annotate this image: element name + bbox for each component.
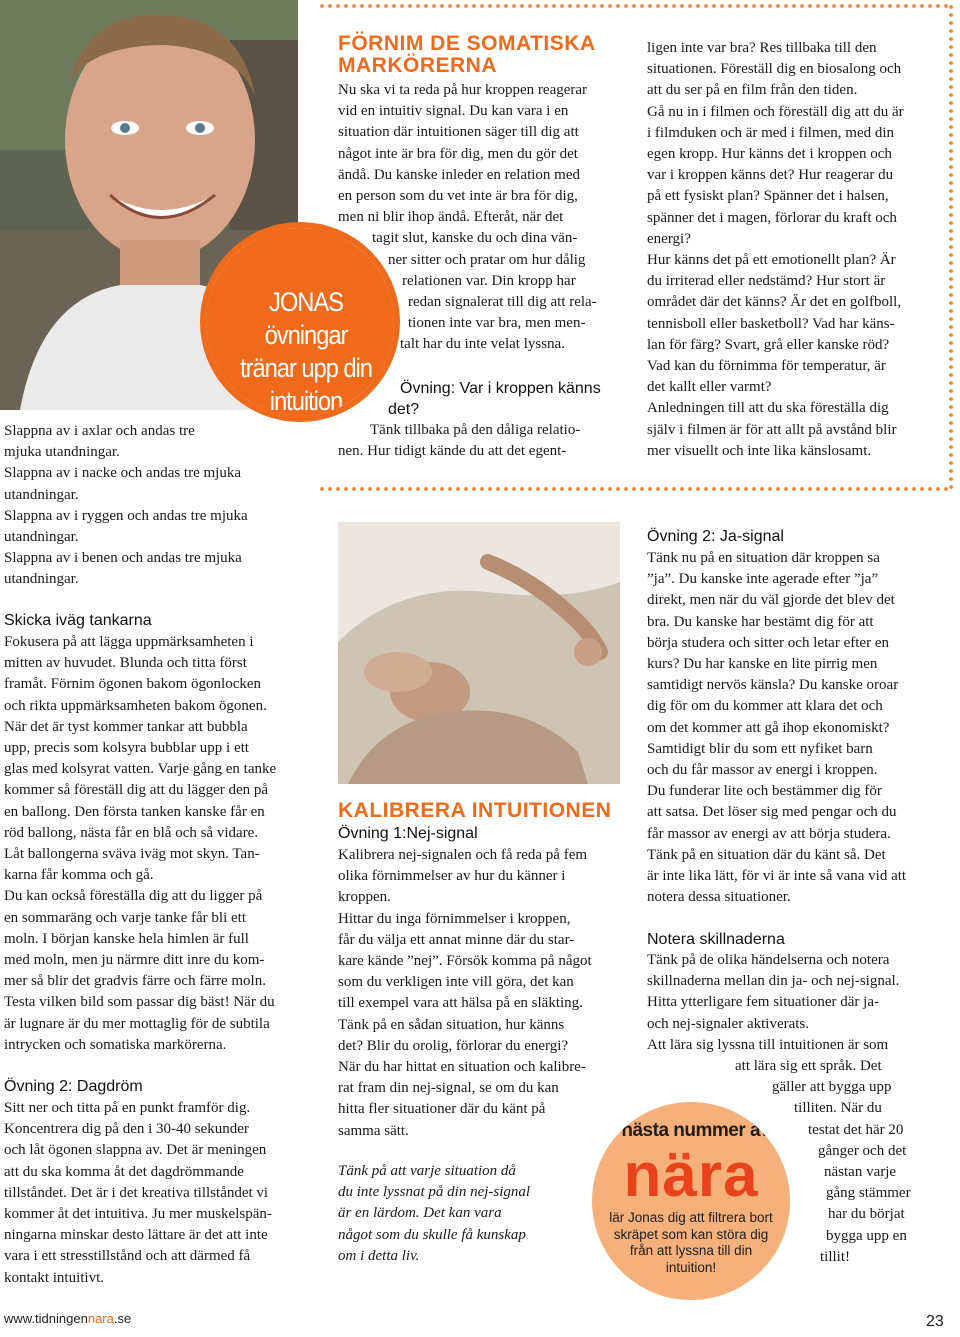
- text-line: Tänk på att varje situation då: [338, 1163, 516, 1179]
- text-line: Tänk på de olika händelserna och notera: [647, 952, 890, 968]
- text-line: Hittar du inga förnimmelser i kroppen,: [338, 910, 571, 927]
- section-heading: Skicka iväg tankarna: [4, 612, 152, 629]
- text-line: samtidigt nervös känsla? Du kanske oroar: [647, 677, 899, 694]
- text-line: är lugnare är du mer mottaglig för de subtila: [4, 1015, 270, 1032]
- text-line: ändå. Du kanske inleder en relation med: [338, 166, 580, 183]
- dotted-rule-right: [948, 3, 954, 489]
- text-line: att satsa. Det löser sig med pengar och du: [647, 804, 897, 821]
- text-line: kroppen.: [338, 889, 391, 906]
- text-line: situationen. Föreställ dig en biosalong och: [647, 61, 902, 78]
- text-line: du irriterad eller nedstämd? Hur stort är: [647, 273, 886, 290]
- text-line: mer så blir det gradvis färre och färre moln.: [4, 973, 266, 990]
- text-line: talt har du inte velat lyssna.: [400, 336, 565, 353]
- exercise-heading: Övning 2: Ja-signal: [647, 528, 784, 545]
- text-line: Nu ska vi ta reda på hur kroppen reagerar: [338, 82, 588, 98]
- text-line: röd ballong, nästa får en blå och så vidare.: [4, 824, 259, 841]
- mid-ovning1-text: [338, 845, 628, 1142]
- text-line: relationen var. Din kropp har: [402, 272, 576, 289]
- text-line: får du välja ett annat minne där du star-: [338, 931, 575, 948]
- text-line: något som du skulle få kunskap: [338, 1226, 526, 1243]
- badge-title: I nästa nummer av: [611, 1120, 771, 1141]
- text-line: Vad kan du förnimma för temperatur, är: [647, 358, 886, 375]
- text-line: själv i filmen är för att allt på avstånd blir: [647, 421, 897, 438]
- text-line: och rikta uppmärksamheten bakom ögonen.: [4, 697, 267, 714]
- pullquote-line: intuition: [269, 386, 343, 416]
- text-line: Fokusera på att lägga uppmärksamheten i: [4, 634, 254, 650]
- text-line: tagit slut, kanske du och dina vän-: [372, 230, 578, 247]
- website-link[interactable]: [4, 1311, 131, 1326]
- text-line: du inte lyssnat på din nej-signal: [338, 1184, 531, 1201]
- heading-line: MARKÖRERNA: [338, 54, 497, 77]
- text-line: gånger och det: [818, 1142, 907, 1159]
- text-line: området där det känns? Är det en golfboll,: [647, 294, 902, 311]
- text-line: Slappna av i benen och andas tre mjuka: [4, 550, 242, 567]
- text-line: dig för om du kommer att klara det och: [647, 698, 883, 715]
- text-line: börja studera och sitter och letar efter en: [647, 634, 889, 651]
- text-line: Testa vilken bild som passar dig bäst! När du: [4, 994, 275, 1011]
- text-line: att du ser på en film från den tiden.: [647, 82, 858, 99]
- text-line: karna får komma och gå.: [4, 867, 154, 884]
- right-notera-text: [647, 950, 947, 1056]
- text-line: på ett fysiskt plan? Spänner det i halsen,: [647, 188, 889, 205]
- text-line: något inte är bra för dig, men du gör det: [338, 145, 578, 162]
- text-line: upp, precis som kolsyra bubblar upp i ett: [4, 740, 249, 757]
- text-line: skillnaderna mellan din ja- och nej-signal.: [647, 973, 900, 990]
- pullquote-line: tränar upp din: [240, 353, 372, 383]
- dotted-rule-top: [318, 3, 952, 9]
- text-line: spänner det i magen, förlorar du kraft och: [647, 209, 897, 226]
- text-line: vid en intuitiv signal. Du kan vara i en: [338, 103, 569, 120]
- url-accent: nara: [87, 1311, 114, 1326]
- text-line: kommer så föreställ dig att du lägger den på: [4, 782, 269, 799]
- section-heading-somatiska: [338, 33, 628, 77]
- text-line: rat fram din nej-signal, se om du kan: [338, 1080, 559, 1097]
- page-number: 23: [926, 1313, 944, 1330]
- text-line: nen. Hur tidigt kände du att det egent-: [338, 443, 567, 460]
- text-line: olika förnimmelser av hur du känner i: [338, 868, 566, 885]
- text-line: Slappna av i ryggen och andas tre mjuka: [4, 507, 248, 524]
- badge-text: lär Jonas dig att filtrera bort skräpet som kan störa dig från att lyssna till din intuition!: [609, 1210, 773, 1275]
- text-line: ningarna minskar desto lättare är det att inte: [4, 1227, 268, 1244]
- text-line: och du får massor av energi i kroppen.: [647, 762, 878, 779]
- magazine-logo: nära: [623, 1141, 759, 1210]
- text-line: med moln, men ju närmre ditt inre du kom-: [4, 952, 265, 969]
- heading-line: Övning: Var i kroppen känns: [400, 380, 601, 397]
- text-line: Tänk på en situation där du känt så. Det: [647, 846, 886, 863]
- text-line: ner sitter och pratar om hur dålig: [388, 251, 586, 268]
- text-line: en person som du vet inte är bra för dig,: [338, 188, 578, 205]
- text-line: utandningar.: [4, 486, 79, 503]
- text-line: gång stämmer: [826, 1185, 911, 1202]
- text-line: utandningar.: [4, 571, 79, 588]
- text-line: Att lära sig lyssna till intuitionen är som: [647, 1036, 889, 1053]
- text-line: var i kroppen känns det? Hur reagerar du: [647, 167, 894, 184]
- text-line: mitten av huvudet. Blunda och titta först: [4, 655, 247, 672]
- text-line: mer visuellt och inte lika känslosamt.: [647, 442, 872, 459]
- text-line: men ni blir ihop ändå. Efteråt, när det: [338, 209, 564, 226]
- text-line: Hur känns det på ett emotionellt plan? Är: [647, 252, 896, 269]
- text-line: tennisboll eller basketboll? Vad har käns-: [647, 315, 895, 332]
- mid-italic-note: [338, 1161, 598, 1267]
- mid-paragraph: [338, 80, 628, 356]
- text-line: Gå nu in i filmen och föreställ dig att du är: [647, 103, 904, 120]
- text-line: När du har hittat en situation och kalibre-: [338, 1059, 586, 1076]
- text-line: Samtidigt blir du som ett nyfiket barn: [647, 740, 873, 757]
- text-line: att lära sig ett språk. Det: [735, 1058, 882, 1074]
- text-line: Du funderar lite och bestämmer dig för: [647, 783, 882, 800]
- text-line: och nej-signaler aktiverats.: [647, 1015, 810, 1032]
- text-line: Tänk tillbaka på den dåliga relatio-: [370, 422, 581, 438]
- text-line: Sitt ner och titta på en punkt framför dig.: [4, 1100, 251, 1116]
- text-line: bra. Du kanske har bestämt dig för att: [647, 613, 874, 630]
- text-line: energi?: [647, 230, 691, 247]
- text-line: mjuka utandningar.: [4, 444, 120, 461]
- heading-line: FÖRNIM DE SOMATISKA: [338, 32, 596, 55]
- text-line: ”ja”. Du kanske inte agerade efter ”ja”: [647, 571, 879, 588]
- exercise-heading: [338, 378, 638, 420]
- text-line: glas med kolsyrat vatten. Varje gång en tanke: [4, 761, 277, 778]
- text-line: samma sätt.: [338, 1122, 409, 1139]
- text-line: Slappna av i nacke och andas tre mjuka: [4, 465, 241, 482]
- text-line: tillståndet. Det är i det kreativa tillståndet vi: [4, 1184, 269, 1201]
- text-line: utandningar.: [4, 529, 79, 546]
- left-section2: [4, 1098, 308, 1289]
- meditation-photo-icon: [338, 522, 620, 784]
- text-line: kurs? Du har kanske en lite pirrig men: [647, 656, 878, 673]
- text-line: om i detta liv.: [338, 1247, 420, 1264]
- pullquote-line: JONAS övningar: [264, 287, 348, 350]
- url-part: www.tidningen: [4, 1311, 88, 1326]
- exercise-heading: Övning 1:Nej-signal: [338, 825, 478, 842]
- text-line: tillit!: [820, 1248, 850, 1265]
- text-line: tilliten. När du: [794, 1100, 882, 1117]
- text-line: Kalibrera nej-signalen och få reda på fem: [338, 847, 588, 863]
- dotted-rule-middle: [318, 486, 952, 492]
- text-line: det? Blir du orolig, förlorar du energi?: [338, 1037, 569, 1054]
- text-line: får massor av energi av att börja studera.: [647, 825, 891, 842]
- text-line: och låt ögonen slappna av. Det är meningen: [4, 1142, 267, 1159]
- right-ovning2-text: [647, 548, 947, 908]
- text-line: Låt ballongerna sväva iväg mot skyn. Tan-: [4, 846, 260, 863]
- text-line: hitta fler situationer där du känt på: [338, 1101, 546, 1118]
- text-line: tionen inte var bra, men men-: [408, 315, 586, 332]
- text-line: nästan varje: [824, 1164, 897, 1181]
- text-line: Slappna av i axlar och andas tre: [4, 423, 195, 439]
- text-line: är inte lika lätt, för vi är inte så vana vid att: [647, 868, 907, 885]
- text-line: om det kommer att gå ihop ekonomiskt?: [647, 719, 890, 736]
- text-line: kare kände ”nej”. Försök komma på något: [338, 953, 592, 970]
- right-top-text: [647, 38, 947, 462]
- text-line: Du kan också föreställa dig att du ligger på: [4, 888, 263, 905]
- text-line: redan signalerat till dig att rela-: [408, 294, 597, 311]
- meditation-photo: [338, 522, 620, 784]
- text-line: När det är tyst kommer tankar att bubbla: [4, 718, 248, 735]
- text-line: vara i ett stresstillstånd och att därmed få: [4, 1248, 251, 1265]
- text-line: i filmduken och är med i filmen, med din: [647, 124, 895, 141]
- text-line: en ballong. Den första tanken kanske får en: [4, 803, 265, 820]
- section-heading: Övning 2: Dagdröm: [4, 1078, 143, 1095]
- text-line: notera dessa situationer.: [647, 889, 791, 906]
- text-line: ligen inte var bra? Res tillbaka till den: [647, 40, 877, 56]
- url-part: .se: [113, 1311, 132, 1326]
- section-heading: Notera skillnaderna: [647, 931, 785, 948]
- left-section1: [4, 632, 308, 1056]
- text-line: bygga upp en: [826, 1227, 907, 1244]
- text-line: har du börjat: [828, 1206, 905, 1223]
- text-line: intrycken och somatiska markörerna.: [4, 1036, 227, 1053]
- text-line: att du ska komma åt det dagdrömmande: [4, 1163, 244, 1180]
- text-line: moln. I början kanske hela himlen är full: [4, 930, 249, 947]
- text-line: Anledningen till att du ska föreställa dig: [647, 400, 889, 417]
- text-line: situation där intuitionen säger till dig att: [338, 124, 579, 141]
- text-line: Tänk nu på en situation där kroppen sa: [647, 550, 880, 566]
- text-line: Koncentrera dig på den i 30-40 sekunder: [4, 1121, 249, 1138]
- text-line: som du verkligen inte vill göra, det kan: [338, 974, 574, 991]
- text-line: egen kropp. Hur känns det i kroppen och: [647, 146, 892, 163]
- text-line: en sommaräng och varje tanke får bli ett: [4, 909, 246, 926]
- text-line: testat det här 20: [808, 1121, 904, 1138]
- text-line: lan för färg? Svart, grå eller kanske röd?: [647, 336, 890, 353]
- text-line: direkt, men när du väl gjorde det blev det: [647, 592, 895, 609]
- text-line: gäller att bygga upp: [772, 1079, 892, 1096]
- text-line: är en lärdom. Det kan vara: [338, 1205, 502, 1222]
- left-intro: [4, 421, 304, 591]
- section-heading-kalibrera: KALIBRERA INTUITIONEN: [338, 799, 612, 822]
- heading-line: det?: [388, 401, 420, 418]
- text-line: Hitta ytterligare fem situationer där ja-: [647, 994, 879, 1011]
- text-line: kontakt intuitivt.: [4, 1269, 104, 1286]
- mid-ovning-text: [338, 420, 628, 462]
- text-line: Tänk på en sådan situation, hur känns: [338, 1016, 565, 1033]
- text-line: framåt. Förnim ögonen bakom ögonlocken: [4, 676, 262, 693]
- text-line: kommer åt det intuitiva. Ju mer muskelspän-: [4, 1206, 272, 1223]
- next-issue-badge: [592, 1102, 790, 1300]
- text-line: det kallt eller varmt?: [647, 379, 772, 396]
- text-line: till exempel vara att hälsa på en släkting.: [338, 995, 583, 1012]
